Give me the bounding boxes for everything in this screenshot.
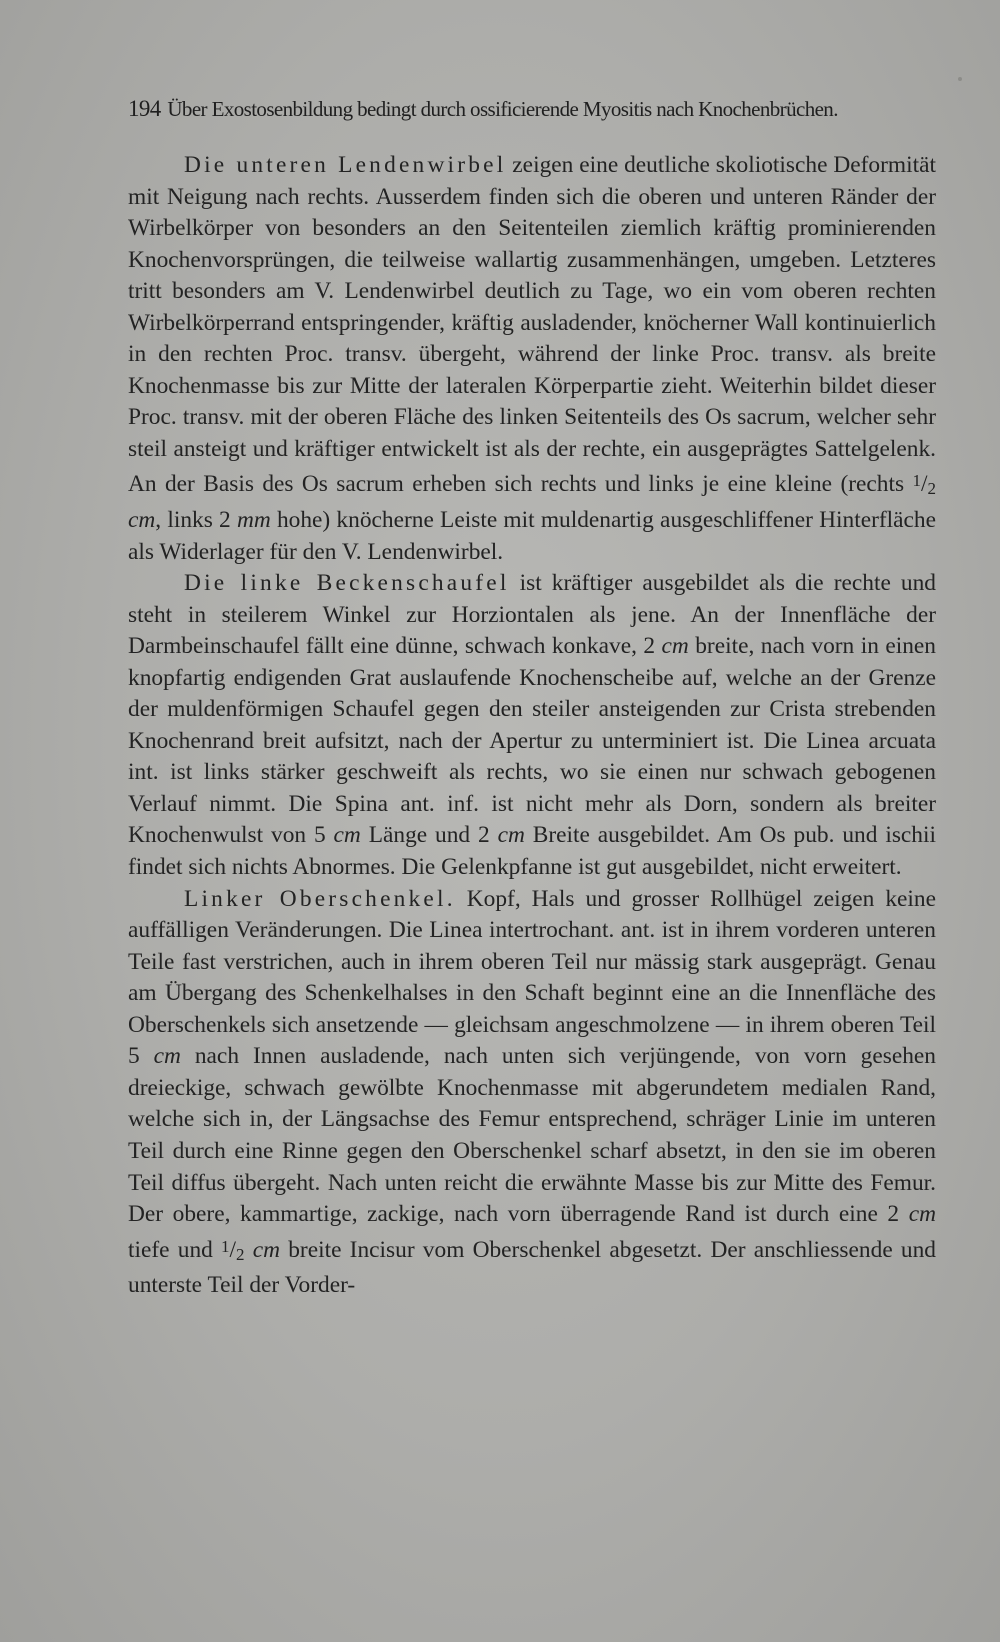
body-text bbox=[128, 150, 936, 1302]
text-run: breite Incisur vom Oberschenkel abgesetzt. Der anschliessende und unterste Teil der Vorder- bbox=[128, 1236, 936, 1299]
text-run: tiefe und bbox=[128, 1236, 222, 1263]
fraction-denominator: 2 bbox=[236, 1244, 245, 1264]
text-run: breite, nach vorn in einen knopfartig endigenden Grat auslaufende Knochenscheibe auf, welche an der Grenze der muldenförmigen Schaufel gegen den steiler ansteigenden zur Crista strebenden Knochenrand breit aufsitzt, nach der Apertur zu unterminiert ist. Die Linea arcuata int. ist links stärker geschweift als rechts, wo sie einen nur schwach gebogenen Verlauf nimmt. Die Spina ant. inf. ist nicht mehr als Dorn, sondern als breiter Knochenwulst von 5 bbox=[128, 633, 936, 849]
unit-abbrev: mm bbox=[236, 507, 271, 534]
unit-abbrev: cm bbox=[128, 507, 156, 534]
text-run: , links 2 bbox=[155, 507, 237, 534]
fraction-denominator: 2 bbox=[927, 479, 936, 499]
text-run: Länge und 2 bbox=[360, 822, 498, 849]
text-run: Kopf, Hals und grosser Rollhügel zeigen keine auffälligen Veränderungen. Die Linea intertrochant. ant. ist in ihrem vorderen unteren Teile fast verstrichen, auch in ihrem oberen Teil nur mässig stark ausgeprägt. Genau am Übergang des Schenkelhalses in den Schaft beginnt eine an die Innenfläche des Oberschenkels sich ansetzende — gleichsam angeschmolzene — in ihrem oberen Teil 5 bbox=[128, 885, 936, 1070]
fraction-numerator: 1 bbox=[221, 1236, 230, 1256]
paragraph bbox=[128, 884, 936, 1302]
fraction-numerator: 1 bbox=[912, 471, 921, 491]
text-run bbox=[245, 1237, 253, 1263]
text-run: hohe) knöcherne Leiste mit muldenartig ausgeschliffener Hinterfläche als Widerlager für den V. Lendenwirbel. bbox=[128, 507, 936, 565]
paper-speck bbox=[958, 77, 962, 81]
unit-abbrev: cm bbox=[497, 822, 525, 849]
text-run: Breite ausgebildet. Am Os pub. und ischii findet sich nichts Abnormes. Die Gelenkpfanne ist gut ausgebildet, nicht erweitert. bbox=[128, 822, 936, 881]
unit-abbrev: cm bbox=[333, 822, 361, 849]
spaced-heading: Die unteren Lendenwirbel bbox=[184, 152, 507, 178]
spaced-heading: Die linke Beckenschaufel bbox=[184, 570, 510, 597]
unit-abbrev: cm bbox=[908, 1201, 936, 1228]
paragraph bbox=[128, 568, 936, 883]
paragraph bbox=[128, 150, 936, 568]
running-title: Über Exostosenbildung bedingt durch ossificierende Myositis nach Knochenbrüchen. bbox=[167, 97, 838, 121]
spaced-heading: Linker Oberschenkel. bbox=[184, 885, 456, 912]
text-run: ist kräftiger ausgebildet als die rechte und steht in steilerem Winkel zur Horziontalen als jene. An der Innenfläche der Darmbeinschaufel fällt eine dünne, schwach konkave, 2 bbox=[128, 570, 936, 660]
text-run: nach Innen ausladende, nach unten sich verjüngende, von vorn gesehen dreieckige, schwach gewölbte Knochenmasse mit abgerundetem medialen Rand, welche sich in, der Längsachse des Femur entsprechend, schräger Linie im unteren Teil durch eine Rinne gegen den Oberschenkel scharf absetzt, in den sie im oberen Teil diffus übergeht. Nach unten reicht die erwähnte Masse bis zur Mitte des Femur. Der obere, kammartige, zackige, nach vorn überragende Rand ist durch eine 2 bbox=[128, 1043, 936, 1228]
running-head bbox=[128, 96, 948, 122]
text-run: / bbox=[921, 471, 928, 498]
page-number: 194 bbox=[128, 96, 161, 121]
unit-abbrev: cm bbox=[153, 1043, 181, 1070]
text-run: / bbox=[229, 1236, 237, 1263]
text-run: zeigen eine deutliche skoliotische Deformität mit Neigung nach rechts. Ausserdem finden sich die oberen und unteren Ränder der Wirbelkörper von besonders an den Seitenteilen ziemlich kräftig prominierenden Knochenvorsprüngen, die teilweise wallartig zusammenhängen, umgeben. Letzteres tritt besonders am V. Lendenwirbel deutlich zu Tage, wo ein vom oberen rechten Wirbelkörperrand entspringender, kräftig ausladender, knöcherner Wall kontinuierlich in den rechten Proc. transv. übergeht, während der linke Proc. transv. als breite Knochenmasse bis zur Mitte der lateralen Körperpartie zieht. Weiterhin bildet dieser Proc. transv. mit der oberen Fläche des linken Seitenteils des Os sacrum, welcher sehr steil ansteigt und kräftiger entwickelt ist als der rechte, ein ausgeprägtes Sattelgelenk. An der Basis des Os sacrum erheben sich rechts und links je eine kleine (rechts bbox=[128, 152, 936, 498]
unit-abbrev: cm bbox=[661, 633, 689, 660]
unit-abbrev: cm bbox=[252, 1236, 281, 1263]
